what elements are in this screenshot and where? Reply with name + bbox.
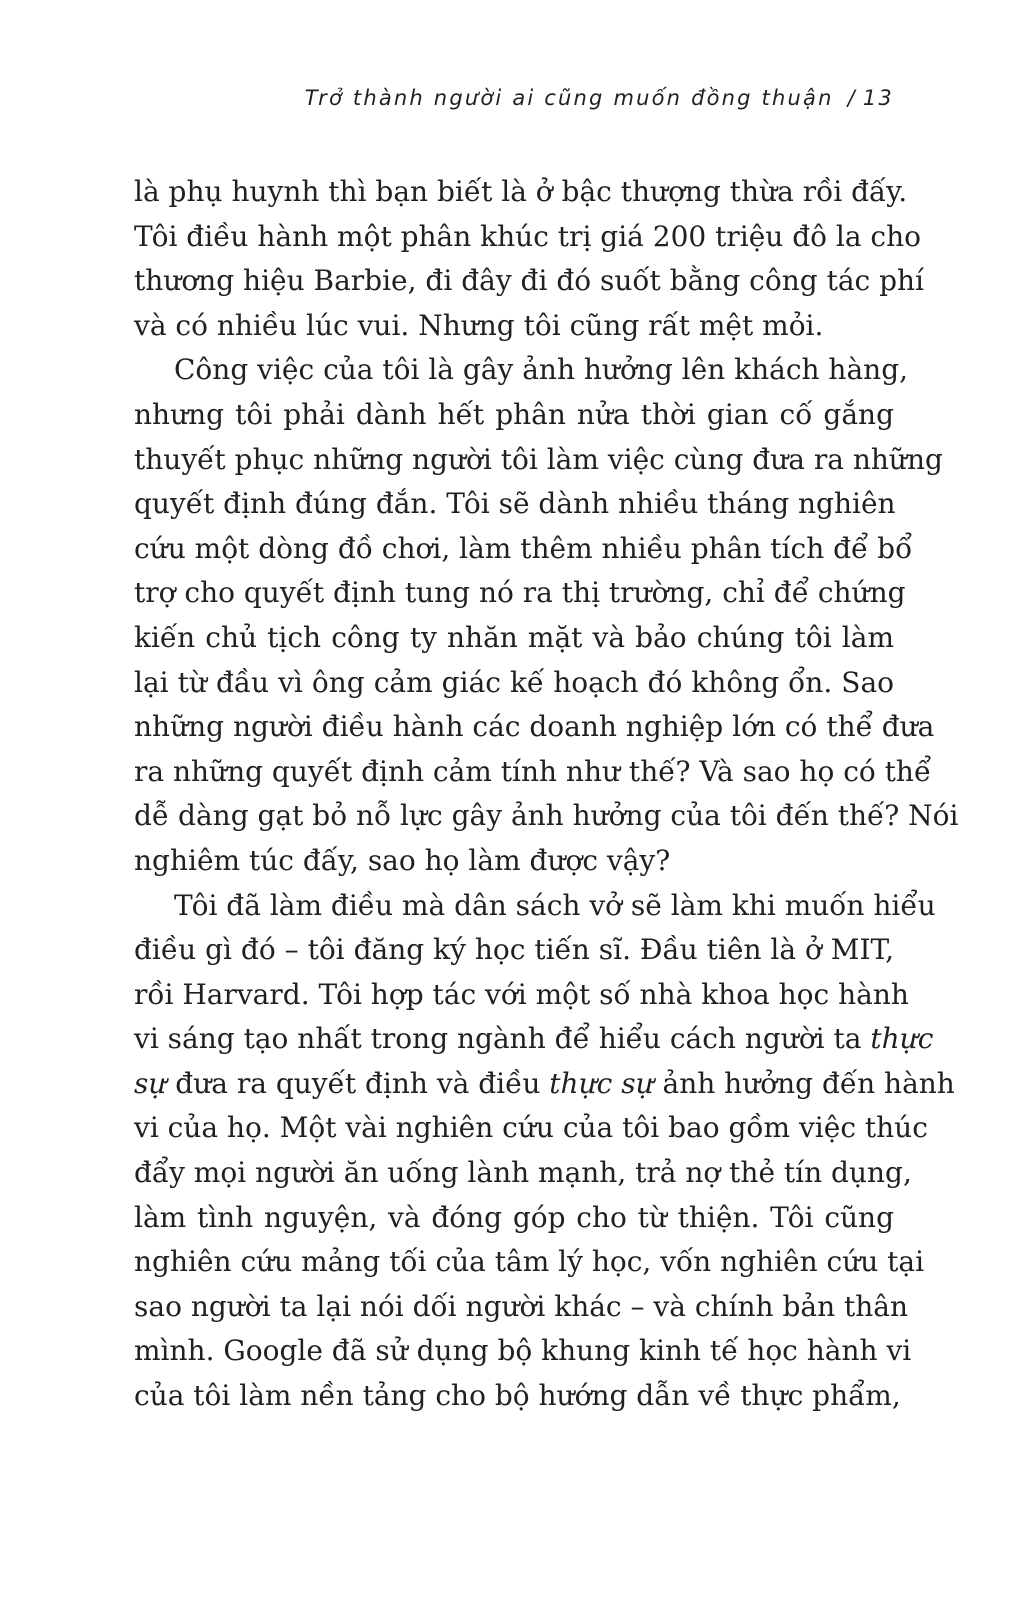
chapter-title: Trở thành người ai cũng muốn đồng thuận	[304, 86, 834, 110]
text-line: Tôi đã làm điều mà dân sách vở sẽ làm khi muốn hiểu	[174, 888, 936, 922]
italic-run: thực	[870, 1022, 934, 1056]
text-line: dễ dàng gạt bỏ nỗ lực gây ảnh hưởng của tôi đến thế? Nói	[134, 799, 959, 833]
text-line: lại từ đầu vì ông cảm giác kế hoạch đó không ổn. Sao	[134, 665, 894, 699]
text-line: kiến chủ tịch công ty nhăn mặt và bảo chúng tôi làm	[134, 620, 894, 654]
paragraph-1	[134, 170, 925, 348]
text-line: và có nhiều lúc vui. Nhưng tôi cũng rất mệt mỏi.	[134, 308, 824, 342]
running-header	[305, 86, 894, 110]
text-line-with-italic	[134, 1062, 955, 1107]
text-line: cứu một dòng đồ chơi, làm thêm nhiều phân tích để bổ	[134, 531, 913, 565]
text-line: sao người ta lại nói dối người khác – và chính bản thân	[134, 1289, 909, 1323]
italic-run: thực sự	[549, 1066, 654, 1100]
text-line: mình. Google đã sử dụng bộ khung kinh tế học hành vi	[134, 1334, 912, 1368]
text-line: Tôi điều hành một phân khúc trị giá 200 triệu đô la cho	[134, 219, 922, 253]
page-number: 13	[862, 86, 894, 110]
text-line: làm tình nguyện, và đóng góp cho từ thiện. Tôi cũng	[134, 1200, 894, 1234]
text-line: ra những quyết định cảm tính như thế? Và sao họ có thể	[134, 754, 932, 788]
header-separator: /	[847, 86, 857, 110]
text-line: nghiên cứu mảng tối của tâm lý học, vốn nghiên cứu tại	[134, 1245, 925, 1279]
text-line-with-italic	[134, 1017, 934, 1062]
text-run: đưa ra quyết định và điều	[166, 1066, 550, 1100]
text-line: đẩy mọi người ăn uống lành mạnh, trả nợ thẻ tín dụng,	[134, 1156, 912, 1190]
text-run: vi sáng tạo nhất trong ngành để hiểu cách người ta	[134, 1022, 871, 1056]
paragraph-2	[134, 348, 959, 883]
text-line: thương hiệu Barbie, đi đây đi đó suốt bằng công tác phí	[134, 264, 925, 298]
text-run: ảnh hưởng đến hành	[653, 1066, 955, 1100]
italic-run: sự	[134, 1066, 167, 1100]
body-text	[134, 170, 959, 1419]
text-line: rồi Harvard. Tôi hợp tác với một số nhà khoa học hành	[134, 977, 909, 1011]
text-line: là phụ huynh thì bạn biết là ở bậc thượng thừa rồi đấy.	[134, 175, 908, 208]
text-line: của tôi làm nền tảng cho bộ hướng dẫn về thực phẩm,	[134, 1379, 901, 1413]
text-line: vi của họ. Một vài nghiên cứu của tôi bao gồm việc thúc	[134, 1111, 928, 1145]
text-line: trợ cho quyết định tung nó ra thị trường, chỉ để chứng	[134, 576, 906, 610]
text-line: những người điều hành các doanh nghiệp lớn có thể đưa	[134, 710, 935, 744]
text-line: điều gì đó – tôi đăng ký học tiến sĩ. Đầu tiên là ở MIT,	[134, 933, 894, 967]
text-line: nghiêm túc đấy, sao họ làm được vậy?	[134, 843, 671, 877]
text-line: thuyết phục những người tôi làm việc cùng đưa ra những	[134, 442, 943, 476]
text-line: nhưng tôi phải dành hết phân nửa thời gian cố gắng	[134, 397, 894, 431]
text-line: quyết định đúng đắn. Tôi sẽ dành nhiều tháng nghiên	[134, 487, 896, 521]
text-line: Công việc của tôi là gây ảnh hưởng lên khách hàng,	[174, 353, 909, 387]
paragraph-3	[134, 884, 955, 1419]
